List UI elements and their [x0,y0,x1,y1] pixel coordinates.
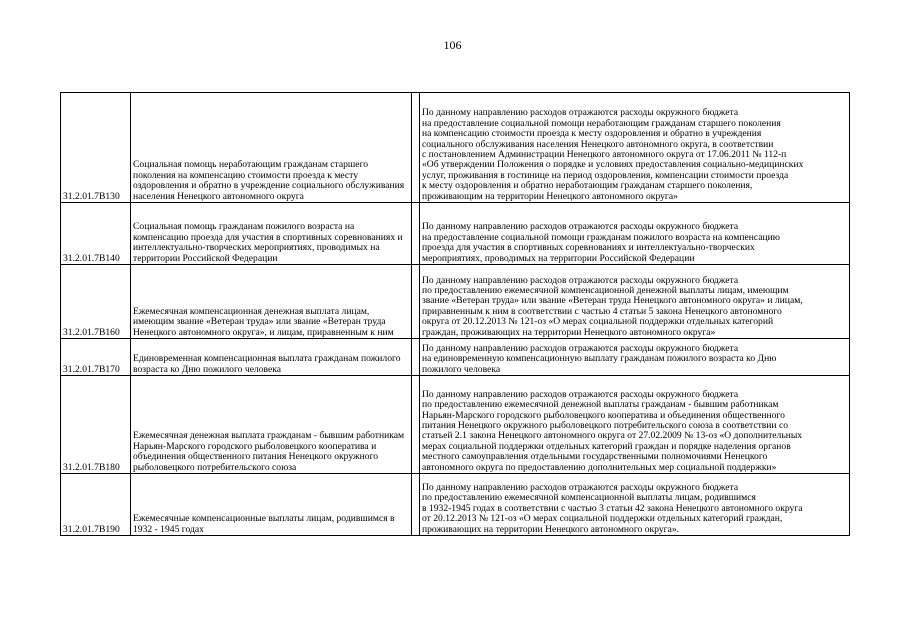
column-gap [412,339,420,376]
expense-description: По данному направлению расходов отражаются расходы окружного бюджета на предоставление социальной помощи гражданам пожилого возраста на компенсацию проезда для участия в спортивных соревнованиях и интеллектуально-творческих мероприятиях, проводимых на территории Российской Федерации [420,203,850,265]
table-row [61,339,850,376]
expense-description: По данному направлению расходов отражаются расходы окружного бюджета по предоставлению ежемесячной компенсационной денежной выплаты лицам, имеющим звание «Ветеран труда» или звание «Ветеран труда Ненецкого автономного округа» и лицам, приравненным к ним в соответствии с частью 4 статьи 5 закона Ненецкого автономного округа от 20.12.2013 № 121-оз «О мерах социальной поддержки отдельных категорий граждан, проживающих на территории Ненецкого автономного округа» [420,265,850,339]
expense-code: 31.2.01.7В190 [61,474,131,536]
page-number: 106 [443,38,462,52]
expense-code: 31.2.01.7В170 [61,339,131,376]
table-row [61,203,850,265]
expense-directions-table [60,92,850,536]
table-row [61,93,850,203]
column-gap [412,93,420,203]
expense-code: 31.2.01.7В180 [61,376,131,474]
expense-name: Ежемесячные компенсационные выплаты лицам, родившимся в 1932 - 1945 годах [131,474,412,536]
column-gap [412,376,420,474]
column-gap [412,203,420,265]
expense-name: Социальная помощь гражданам пожилого возраста на компенсацию проезда для участия в спортивных соревнованиях и интеллектуально-творческих мероприятиях, проводимых на территории Российской Федерации [131,203,412,265]
table-row [61,265,850,339]
expense-code: 31.2.01.7В140 [61,203,131,265]
table-row [61,474,850,536]
expense-code: 31.2.01.7В130 [61,93,131,203]
expense-code: 31.2.01.7В160 [61,265,131,339]
column-gap [412,265,420,339]
expense-description: По данному направлению расходов отражаются расходы окружного бюджета на единовременную компенсационную выплату гражданам пожилого возраста ко Дню пожилого человека [420,339,850,376]
table-row [61,376,850,474]
expense-name: Социальная помощь неработающим гражданам старшего поколения на компенсацию стоимости проезда к месту оздоровления и обратно в учреждение социального обслуживания населения Ненецкого автономного округа [131,93,412,203]
expense-description: По данному направлению расходов отражаются расходы окружного бюджета на предоставление социальной помощи неработающим гражданам старшего поколения на компенсацию стоимости проезда к месту оздоровления и обратно в учреждения социального обслуживания населения Ненецкого автономного округа, в соответствии с постановлением Администрации Ненецкого автономного округа от 17.06.2011 № 112-п «Об утверждении Положения о порядке и условиях предоставления социально-медицинских услуг, проживания в гостинице на период оздоровления, компенсации стоимости проезда к месту оздоровления и обратно неработающим гражданам старшего поколения, проживающим на территории Ненецкого автономного округа» [420,93,850,203]
expense-name: Ежемесячная компенсационная денежная выплата лицам, имеющим звание «Ветеран труда» или звание «Ветеран труда Ненецкого автономного округа», и лицам, приравненным к ним [131,265,412,339]
expense-name: Единовременная компенсационная выплата гражданам пожилого возраста ко Дню пожилого человека [131,339,412,376]
expense-description: По данному направлению расходов отражаются расходы окружного бюджета по предоставлению ежемесячной компенсационной выплаты лицам, родившимся в 1932-1945 годах в соответствии с частью 3 статьи 42 закона Ненецкого автономного округа от 20.12.2013 № 121-оз «О мерах социальной поддержки отдельных категорий граждан, проживающих на территории Ненецкого автономного округа». [420,474,850,536]
column-gap [412,474,420,536]
expense-name: Ежемесячная денежная выплата гражданам - бывшим работникам Нарьян-Марского городского рыболовецкого кооператива и объединения общественного питания Ненецкого окружного рыболовецкого потребительского союза [131,376,412,474]
expense-description: По данному направлению расходов отражаются расходы окружного бюджета по предоставлению ежемесячной денежной выплаты гражданам - бывшим работникам Нарьян-Марского городского рыболовецкого кооператива и объединения общественного питания Ненецкого окружного рыболовецкого потребительского союза в соответствии со статьей 2.1 закона Ненецкого автономного округа от 27.02.2009 № 13-оз «О дополнительных мерах социальной поддержки отдельных категорий граждан и порядке наделения органов местного самоуправления отдельными государственными полномочиями Ненецкого автономного округа по предоставлению дополнительных мер социальной поддержки» [420,376,850,474]
